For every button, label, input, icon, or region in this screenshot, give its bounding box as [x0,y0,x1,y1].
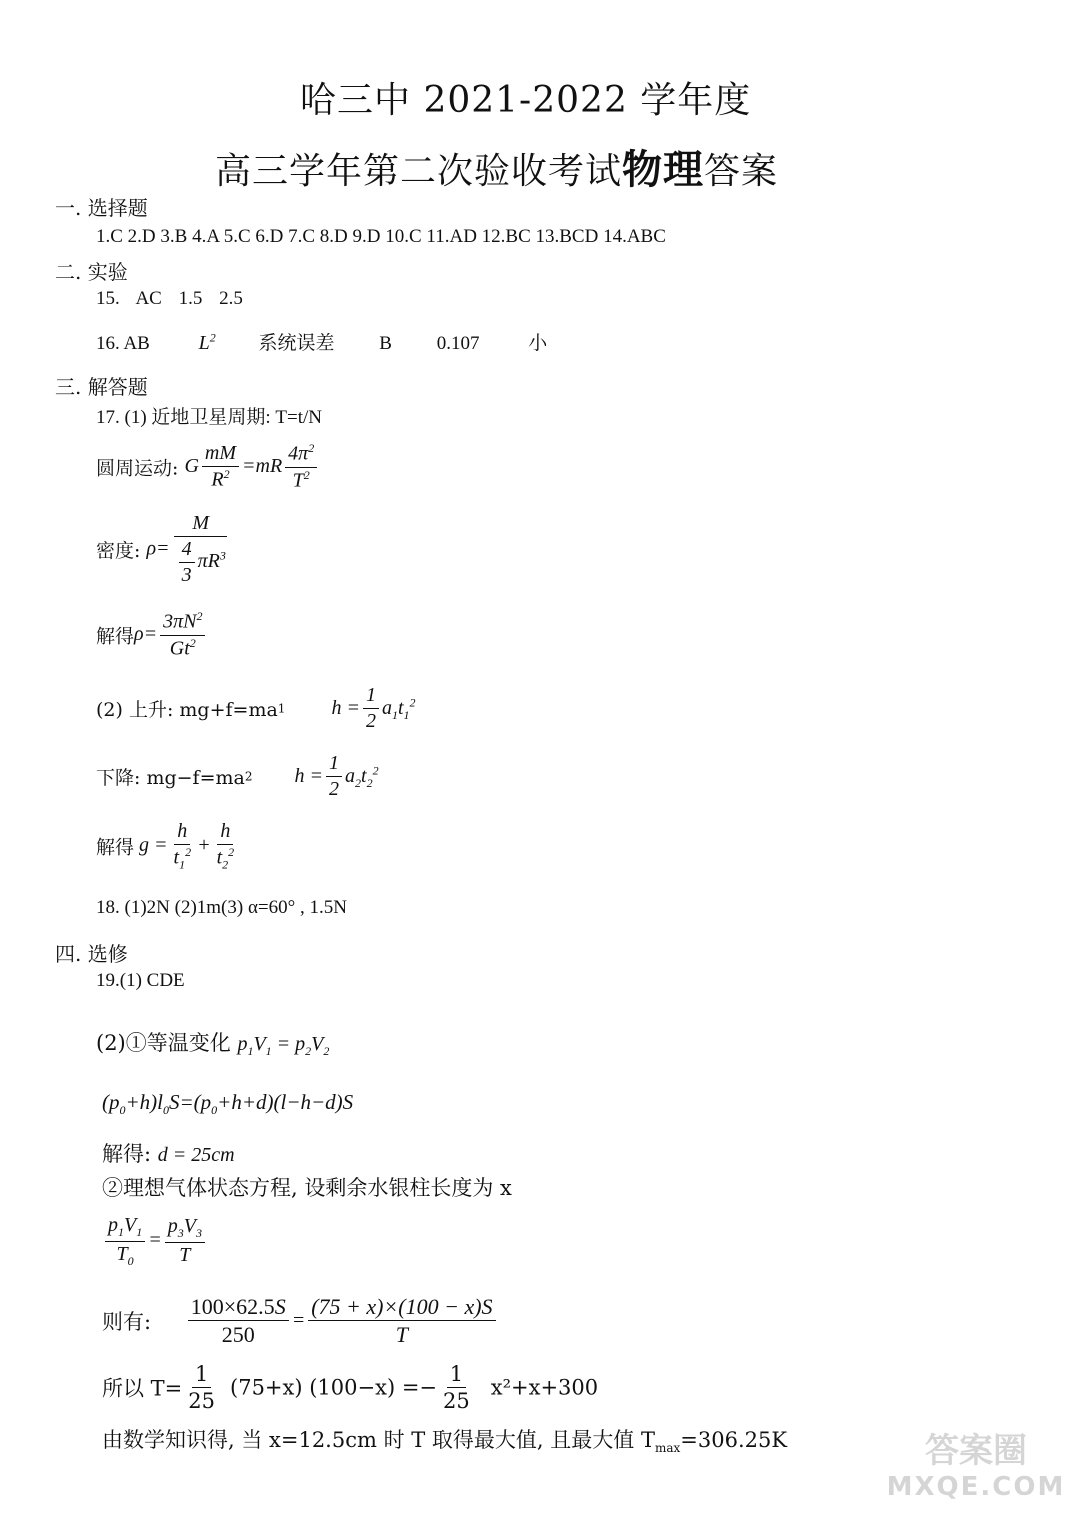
section-solutions: 三. 解答题 [55,375,148,399]
q17-solve-density: 解得ρ= $\frac{3\pi N^2}{Gt^2}$ [96,610,208,660]
q19-final: 由数学知识得, 当 x=12.5cm 时 T 取得最大值, 且最大值 $T_{max}=306.25K$ [102,1428,788,1456]
q19-so: 所以 T= $\frac{1}{25}$ (75+x) (100−x) =− $\frac{1}{25}$ x²+x+300 [102,1362,599,1414]
q19-part1: 19.(1) CDE [96,970,185,991]
q19-then: 则有: $\frac{100\times 62.5S}{250}$ = $\frac{(75 + x)\times(100 - x)S}{T}$ [102,1294,499,1348]
q17-rise: (2) 上升: mg+f=ma1 h = $\frac{1}{2}$ $a_1t_1^2$ [96,684,416,732]
q16-answer: 16. AB $L^2$ 系统误差 B 0.107 小 [96,330,548,354]
q19-isothermal: (2)①等温变化 $p_1V_1 = p_2V_2$ [96,1031,330,1058]
q17-fall: 下降: mg−f=ma2 h = $\frac{1}{2}$ $a_2t_2^2$ [96,752,379,800]
q19-equation: $(p_0+h)l_0S=(p_0+h+d)(l-h-d)S$ [102,1090,354,1118]
q17-density: 密度: ρ= M $\frac{4}{3}$ $\pi R^3$ [96,512,226,586]
q17-line1: 17. (1) 近地卫星周期: T=t/N [96,407,323,428]
q17-solve-g: 解得 g = $\frac{h}{t_1^2}$ + $\frac{h}{t_2^2}$ [96,820,235,872]
title-line-2: 高三学年第二次验收考试物理答案 [215,146,779,193]
q19-solve-d: 解得: d = 25cm [102,1142,235,1166]
section-elective: 四. 选修 [55,942,128,966]
title-line-1: 哈三中 2021-2022 学年度 [300,80,752,121]
q19-gas-law: $\frac{p_1V_1}{T_0}$ = $\frac{p_3V_3}{T}$ [102,1214,208,1269]
q18-answer: 18. (1)2N (2)1m(3) α=60° , 1.5N [96,897,347,918]
q15-answer: 15. AC 1.5 2.5 [96,288,243,309]
q19-ideal-gas: ②理想气体状态方程, 设剩余水银柱长度为 x [102,1176,512,1200]
watermark-logo: 答案圈 MXQE.COM [886,1431,1066,1502]
choice-answers: 1.C 2.D 3.B 4.A 5.C 6.D 7.C 8.D 9.D 10.C 11.AD 12.BC 13.BCD 14.ABC [96,226,666,247]
section-experiment: 二. 实验 [55,260,128,284]
q17-circular-motion: 圆周运动: G $\frac{mM}{R^2}$ =mR $\frac{4\pi^2}{T^2}$ [96,442,320,492]
section-choice: 一. 选择题 [55,196,148,220]
